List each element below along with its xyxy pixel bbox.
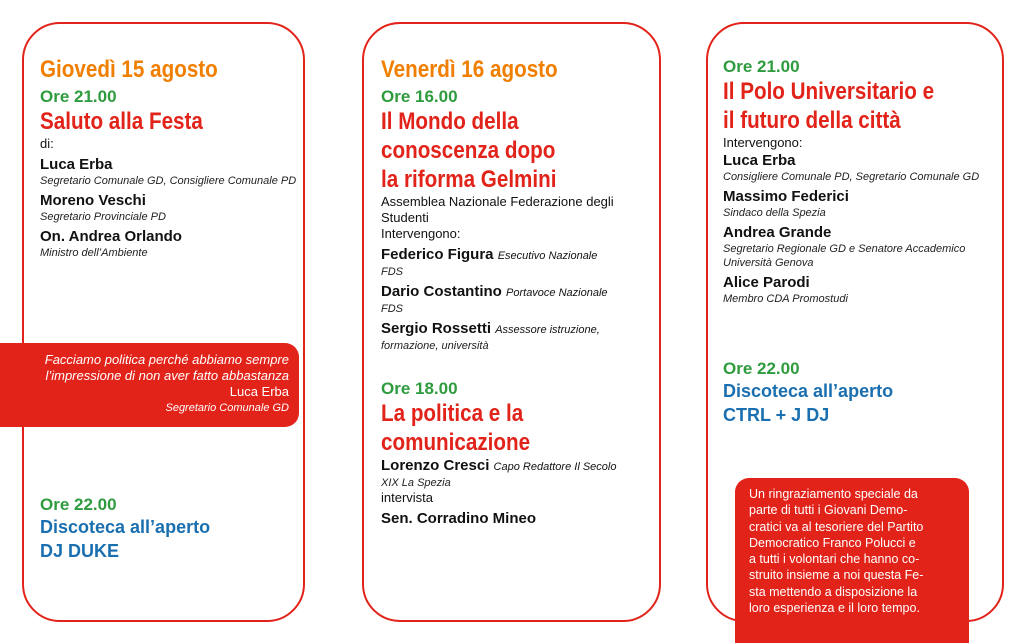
event-title-line: Il Mondo della — [381, 108, 519, 135]
interviewer-name: Lorenzo Cresci — [381, 457, 490, 474]
speaker-role-cont: FDS — [381, 266, 403, 278]
speaker-name: Massimo Federici — [723, 188, 849, 205]
speaker-entry — [381, 283, 653, 316]
speaker-name: Alice Parodi — [723, 274, 810, 291]
column-thursday-late — [40, 494, 302, 563]
speaker-name-line — [381, 320, 653, 339]
speaker-name-line — [381, 283, 653, 302]
speaker-name: Dario Costantino — [381, 283, 502, 300]
speaker-entry — [723, 152, 995, 184]
event-time: Ore 22.00 — [40, 495, 117, 514]
event-title-line: conoscenza dopo — [381, 137, 556, 164]
thanks-line: cratici va al tesoriere del Partito — [749, 519, 924, 534]
event-time: Ore 21.00 — [723, 57, 800, 76]
speaker-role-cont: FDS — [381, 303, 403, 315]
thanks-line: Democratico Franco Polucci e — [749, 535, 916, 550]
speaker-role: Segretario Provinciale PD — [40, 211, 166, 223]
event-title-line: Il Polo Universitario e — [723, 78, 935, 105]
column-thursday — [40, 56, 302, 260]
speaker-role-cont: formazione, università — [381, 340, 489, 352]
day-heading: Venerdì 16 agosto — [381, 56, 558, 83]
thanks-box — [735, 478, 969, 643]
event-title-line: il futuro della città — [723, 107, 901, 134]
speaker-entry — [723, 224, 995, 270]
speaker-role-cont: Università Genova — [723, 257, 814, 269]
event-title: Discoteca all’aperto — [723, 381, 894, 401]
quote-author-role: Segretario Comunale GD — [165, 402, 289, 414]
thanks-line: a tutti i volontari che hanno co- — [749, 552, 920, 567]
event-time: Ore 18.00 — [381, 379, 458, 398]
event-title-line: comunicazione — [381, 429, 531, 456]
speaker-name: Andrea Grande — [723, 224, 832, 241]
interviewer-role-cont: XIX La Spezia — [381, 477, 451, 489]
speaker-name: On. Andrea Orlando — [40, 228, 182, 245]
speaker-entry — [40, 192, 302, 224]
speaker-role: Esecutivo Nazionale — [497, 250, 598, 262]
speaker-name: Luca Erba — [723, 152, 796, 169]
thanks-line: Un ringraziamento speciale da — [749, 487, 918, 501]
speaker-role: Sindaco della Spezia — [723, 207, 826, 219]
intervengono-label: Intervengono: — [723, 135, 803, 150]
day-heading: Giovedì 15 agosto — [40, 56, 218, 83]
assembly-text: Studenti — [381, 210, 429, 225]
assembly-text: Assemblea Nazionale Federazione degli — [381, 194, 614, 209]
thanks-line: parte di tutti i Giovani Demo- — [749, 503, 908, 518]
event-time: Ore 22.00 — [723, 359, 800, 378]
thanks-line: loro esperienza e il loro tempo. — [749, 601, 920, 616]
column-evening — [723, 56, 995, 306]
intervengono-label: Intervengono: — [381, 226, 461, 241]
speaker-name: Federico Figura — [381, 246, 494, 263]
speaker-name: Luca Erba — [40, 156, 113, 173]
quote-line: Facciamo politica perché abbiamo sempre — [44, 352, 289, 367]
speaker-name: Sergio Rossetti — [381, 320, 492, 337]
interviewer-role: Capo Redattore Il Secolo — [493, 461, 617, 473]
event-title: Discoteca all’aperto — [40, 517, 211, 537]
speaker-role: Assessore istruzione, — [495, 324, 600, 336]
quote-line: l’impressione di non aver fatto abbastanza — [45, 368, 289, 383]
intervista-label: intervista — [381, 490, 434, 505]
column-evening-late — [723, 358, 995, 427]
column-friday-second — [381, 378, 653, 528]
speaker-role: Consigliere Comunale PD, Segretario Comunale GD — [723, 171, 980, 183]
speaker-role: Segretario Comunale GD, Consigliere Comunale PD — [40, 175, 297, 187]
speaker-entry — [381, 246, 653, 279]
column-friday — [381, 56, 653, 353]
speaker-role: Segretario Regionale GD e Senatore Accademico — [723, 243, 966, 255]
quote-box — [0, 343, 299, 427]
thanks-line: struito insieme a noi questa Fe- — [749, 568, 924, 583]
speaker-entry — [723, 274, 995, 306]
interviewer-line — [381, 457, 653, 476]
dj-name: DJ DUKE — [40, 541, 120, 561]
speaker-entry — [40, 228, 302, 260]
guest-name: Sen. Corradino Mineo — [381, 510, 537, 527]
dj-name: CTRL + J DJ — [723, 405, 830, 425]
speaker-name-line — [381, 246, 653, 265]
speaker-name: Moreno Veschi — [40, 192, 146, 209]
speaker-role: Portavoce Nazionale — [506, 287, 608, 299]
event-title-line: La politica e la — [381, 400, 524, 427]
speaker-entry — [40, 156, 302, 188]
event-title-line: la riforma Gelmini — [381, 166, 557, 193]
thanks-line: sta mettendo a disposizione la — [749, 584, 918, 599]
speaker-entry — [723, 188, 995, 220]
di-label: di: — [40, 136, 54, 151]
event-title: Saluto alla Festa — [40, 108, 203, 135]
quote-author: Luca Erba — [229, 384, 289, 399]
event-time: Ore 16.00 — [381, 87, 458, 106]
speaker-entry — [381, 320, 653, 353]
event-time: Ore 21.00 — [40, 87, 117, 106]
speaker-role: Membro CDA Promostudi — [723, 293, 848, 305]
speaker-role: Ministro dell’Ambiente — [40, 247, 148, 259]
